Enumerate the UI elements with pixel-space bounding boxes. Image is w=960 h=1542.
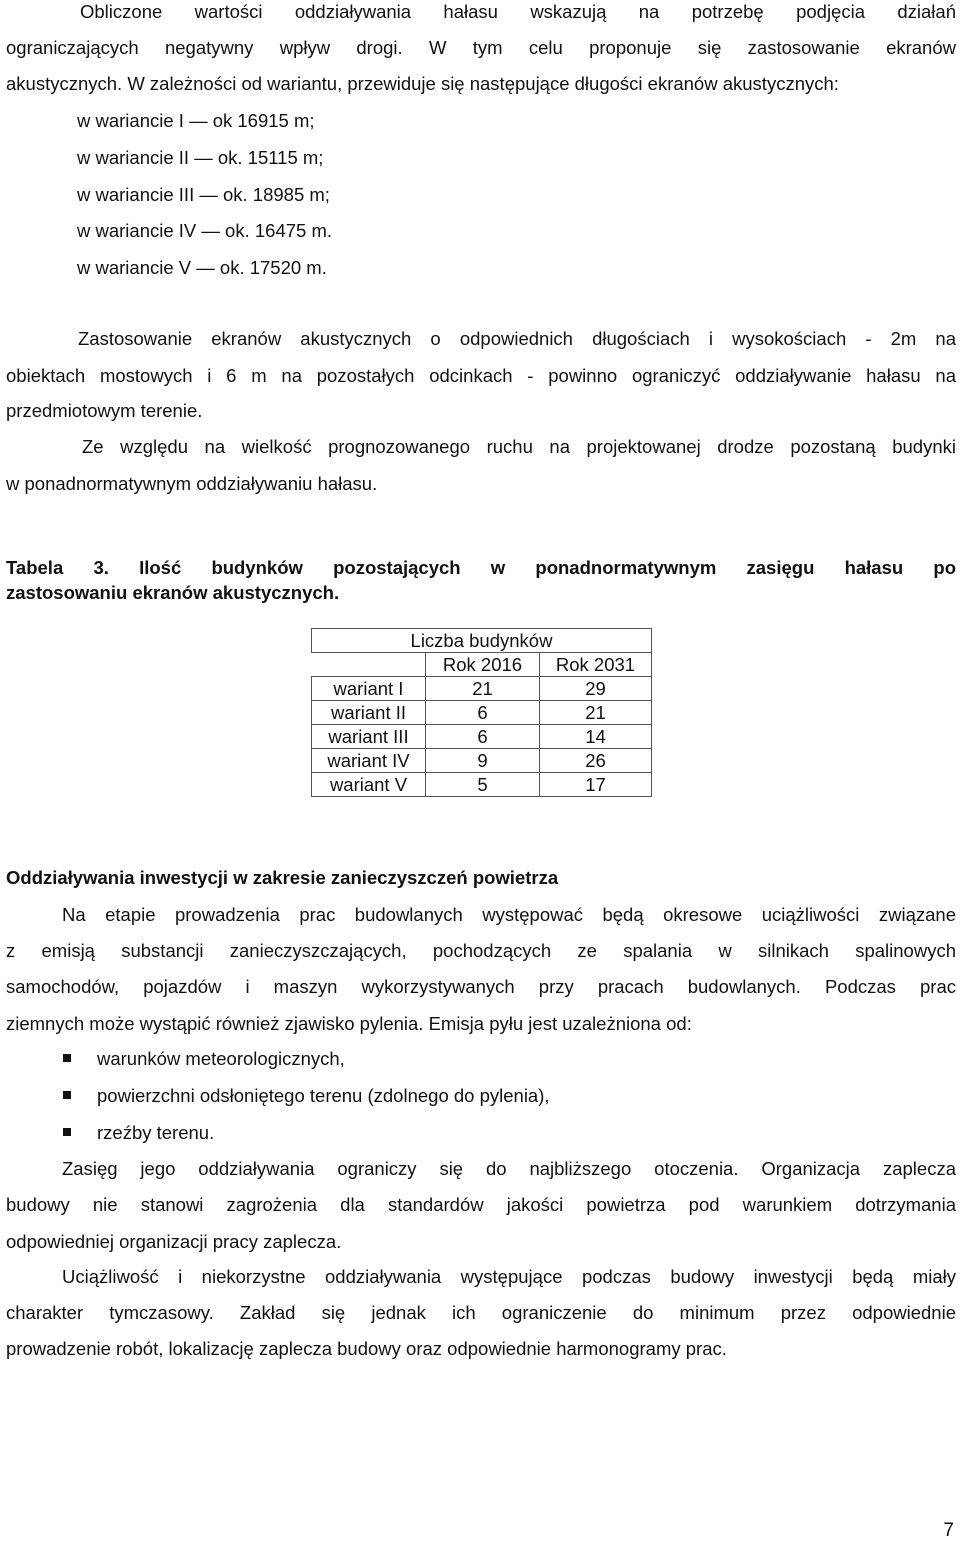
table-row xyxy=(312,725,652,749)
para5-line-3: odpowiedniej organizacji pracy zaplecza. xyxy=(6,1231,342,1252)
table-columns-row xyxy=(312,653,652,677)
bullet-item-1: warunków meteorologicznych, xyxy=(97,1048,345,1069)
variant-item-1: w wariancie I — ok 16915 m; xyxy=(77,110,315,131)
variant-item-3: w wariancie III — ok. 18985 m; xyxy=(77,184,330,205)
table-row xyxy=(312,773,652,797)
row-label: wariant III xyxy=(312,725,426,749)
cell-2016: 6 xyxy=(426,725,540,749)
bullet-item-3: rzeźby terenu. xyxy=(97,1122,215,1143)
para6-line-2: charakter tymczasowy. Zakład się jednak ich ograniczenie do minimum przez odpowiednie xyxy=(6,1302,956,1323)
para3-line-2: w ponadnormatywnym oddziaływaniu hałasu. xyxy=(6,473,378,494)
para4-line-2: z emisją substancji zanieczyszczających, pochodzących ze spalania w silnikach spalinowych xyxy=(6,940,956,961)
cell-2031: 14 xyxy=(540,725,652,749)
table-caption-line-1: Tabela 3. Ilość budynków pozostających w ponadnormatywnym zasięgu hałasu po xyxy=(6,557,956,578)
column-header-2031: Rok 2031 xyxy=(540,653,652,677)
cell-2016: 21 xyxy=(426,677,540,701)
variant-item-4: w wariancie IV — ok. 16475 m. xyxy=(77,220,332,241)
para6-line-1: Uciążliwość i niekorzystne oddziaływania występujące podczas budowy inwestycji będą miały xyxy=(62,1266,956,1287)
para5-line-1: Zasięg jego oddziaływania ograniczy się do najbliższego otoczenia. Organizacja zaplecza xyxy=(62,1158,956,1179)
para6-line-3: prowadzenie robót, lokalizację zaplecza budowy oraz odpowiednie harmonogramy prac. xyxy=(6,1338,727,1359)
intro-line-3: akustycznych. W zależności od wariantu, przewiduje się następujące długości ekranów akustycznych: xyxy=(6,73,839,94)
para4-line-1: Na etapie prowadzenia prac budowlanych występować będą okresowe uciążliwości związane xyxy=(62,904,956,925)
row-label: wariant IV xyxy=(312,749,426,773)
table-header: Liczba budynków xyxy=(312,629,652,653)
page-number: 7 xyxy=(943,1520,954,1541)
intro-line-2: ograniczających negatywny wpływ drogi. W tym celu proponuje się zastosowanie ekranów xyxy=(6,37,956,58)
table-row xyxy=(312,749,652,773)
cell-2031: 26 xyxy=(540,749,652,773)
intro-line-1: Obliczone wartości oddziaływania hałasu wskazują na potrzebę podjęcia działań xyxy=(80,1,956,22)
para2-line-3: przedmiotowym terenie. xyxy=(6,400,203,421)
cell-2016: 5 xyxy=(426,773,540,797)
column-header-2016: Rok 2016 xyxy=(426,653,540,677)
bullet-square-icon xyxy=(63,1091,71,1099)
buildings-table xyxy=(311,628,652,797)
cell-2031: 29 xyxy=(540,677,652,701)
variant-item-2: w wariancie II — ok. 15115 m; xyxy=(77,147,324,168)
bullet-square-icon xyxy=(63,1128,71,1136)
row-label: wariant V xyxy=(312,773,426,797)
bullet-square-icon xyxy=(63,1054,71,1062)
bullet-item-2: powierzchni odsłoniętego terenu (zdolnego do pylenia), xyxy=(97,1085,550,1106)
cell-2031: 17 xyxy=(540,773,652,797)
para5-line-2: budowy nie stanowi zagrożenia dla standardów jakości powietrza pod warunkiem dotrzymania xyxy=(6,1194,956,1215)
table-empty-cell xyxy=(312,653,426,677)
row-label: wariant II xyxy=(312,701,426,725)
cell-2016: 6 xyxy=(426,701,540,725)
cell-2031: 21 xyxy=(540,701,652,725)
table-row xyxy=(312,677,652,701)
row-label: wariant I xyxy=(312,677,426,701)
para2-line-1: Zastosowanie ekranów akustycznych o odpowiednich długościach i wysokościach - 2m na xyxy=(78,328,956,349)
table-header-row xyxy=(312,629,652,653)
section-heading: Oddziaływania inwestycji w zakresie zanieczyszczeń powietrza xyxy=(6,867,559,888)
para4-line-3: samochodów, pojazdów i maszyn wykorzystywanych przy pracach budowlanych. Podczas prac xyxy=(6,976,956,997)
table-caption-line-2: zastosowaniu ekranów akustycznych. xyxy=(6,582,340,603)
para4-line-4: ziemnych może wystąpić również zjawisko pylenia. Emisja pyłu jest uzależniona od: xyxy=(6,1013,692,1034)
para3-line-1: Ze względu na wielkość prognozowanego ruchu na projektowanej drodze pozostaną budynki xyxy=(82,436,956,457)
variant-item-5: w wariancie V — ok. 17520 m. xyxy=(77,257,327,278)
table-row xyxy=(312,701,652,725)
para2-line-2: obiektach mostowych i 6 m na pozostałych odcinkach - powinno ograniczyć oddziaływanie hałasu na xyxy=(6,365,956,386)
cell-2016: 9 xyxy=(426,749,540,773)
